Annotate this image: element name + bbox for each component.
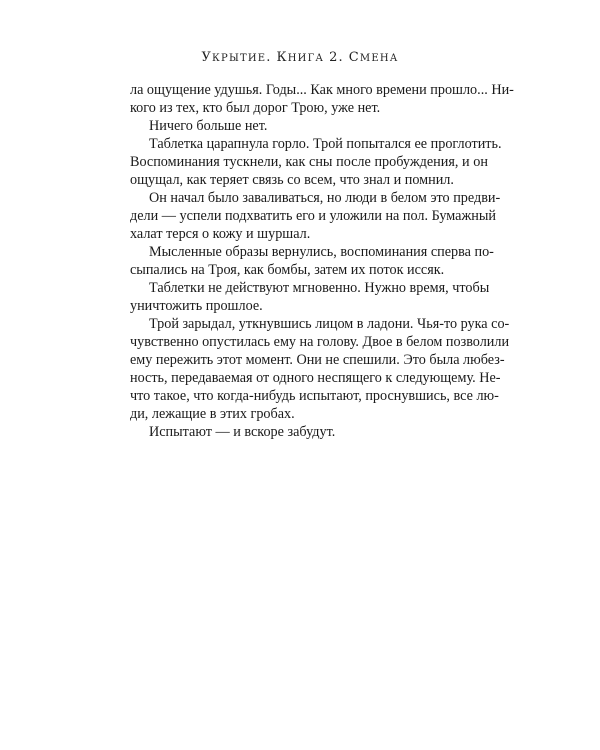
- text-line: ощущал, как теряет связь со всем, что знал и помнил.: [130, 172, 454, 188]
- running-head: УКРЫТИЕ. КНИГА 2. СМЕНА: [201, 50, 399, 65]
- text-line: дели — успели подхватить его и уложили на пол. Бумажный: [130, 208, 496, 224]
- text-line: Воспоминания тускнели, как сны после пробуждения, и он: [130, 154, 488, 170]
- text-line: уничтожить прошлое.: [130, 298, 263, 314]
- text-line: Таблетки не действуют мгновенно. Нужно время, чтобы: [149, 280, 490, 296]
- text-line: Трой зарыдал, уткнувшись лицом в ладони. Чья-то рука со-: [149, 316, 510, 332]
- text-line: что такое, что когда-нибудь испытают, проснувшись, все лю-: [130, 388, 499, 404]
- text-line: сыпались на Троя, как бомбы, затем их поток иссяк.: [130, 262, 445, 278]
- text-line: кого из тех, кто был дорог Трою, уже нет.: [130, 100, 381, 116]
- text-line: Он начал было заваливаться, но люди в белом это предви-: [149, 190, 501, 206]
- text-line: Испытают — и вскоре забудут.: [149, 424, 336, 440]
- text-line: халат терся о кожу и шуршал.: [130, 226, 311, 242]
- body-text: [130, 81, 514, 441]
- text-line: Ничего больше нет.: [149, 118, 268, 134]
- text-line: ла ощущение удушья. Годы... Как много времени прошло... Ни-: [130, 82, 514, 98]
- text-line: Таблетка царапнула горло. Трой попытался ее проглотить.: [149, 136, 502, 152]
- text-line: Мысленные образы вернулись, воспоминания сперва по-: [149, 244, 494, 260]
- text-line: чувственно опустилась ему на голову. Двое в белом позволили: [130, 334, 510, 350]
- text-line: ди, лежащие в этих гробах.: [130, 406, 295, 422]
- text-line: ему пережить этот момент. Они не спешили. Это была любез-: [130, 352, 505, 368]
- text-line: ность, передаваемая от одного неспящего к следующему. Не-: [130, 370, 501, 386]
